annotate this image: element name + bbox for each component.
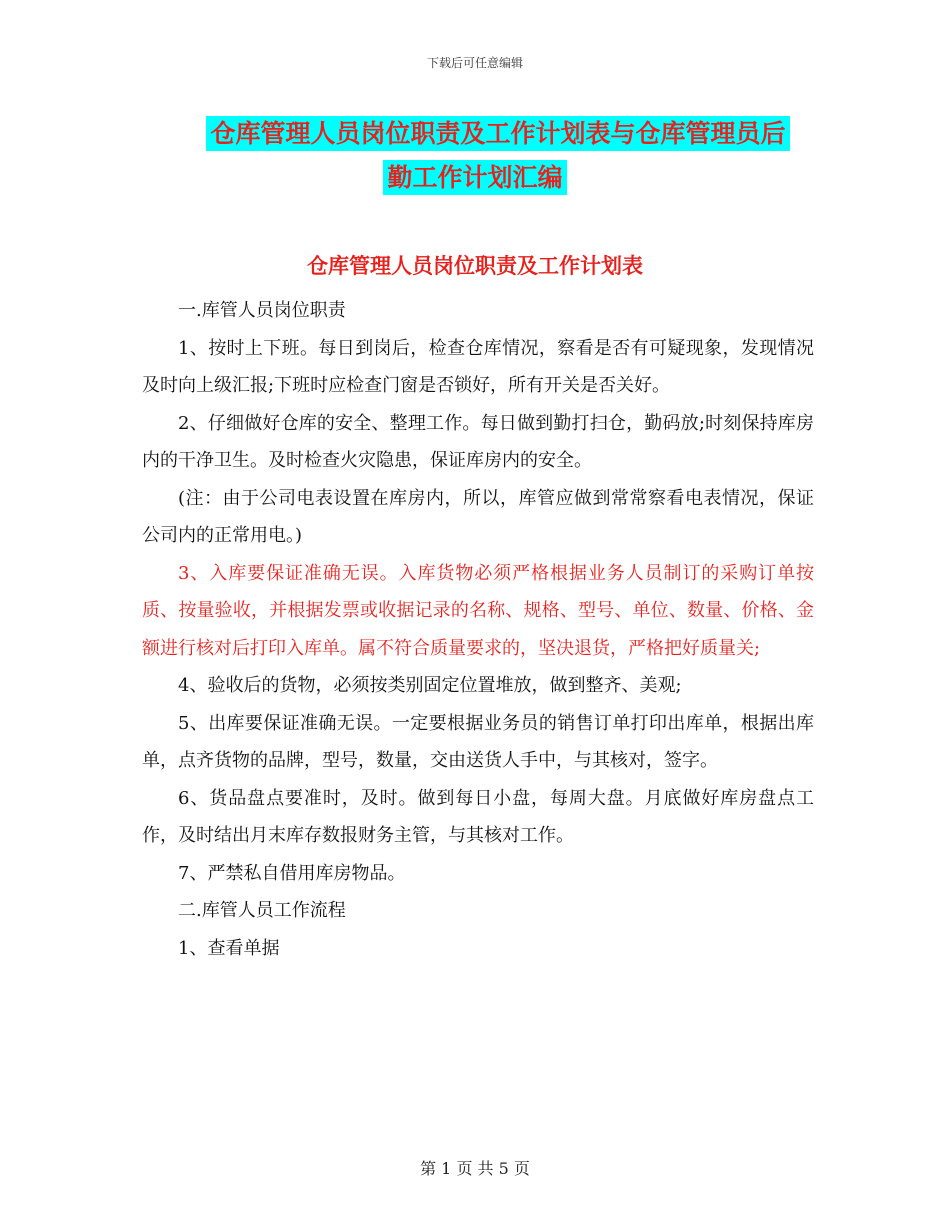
paragraph-4: 4、验收后的货物，必须按类别固定位置堆放，做到整齐、美观; xyxy=(178,675,682,696)
section-title: 仓库管理人员岗位职责及工作计划表 xyxy=(307,254,643,278)
document-title-line-1 xyxy=(23,114,950,150)
paragraph-1: 1、按时上下班。每日到岗后，检查仓库情况，察看是否有可疑现象，发现情况及时向上级汇报;下班时应检查门窗是否锁好，所有开关是否关好。 xyxy=(142,337,814,396)
heading-duties: 一.库管人员岗位职责 xyxy=(178,300,346,321)
document-title-line-2 xyxy=(0,158,950,194)
paragraph-note: (注：由于公司电表设置在库房内，所以，库管应做到常常察看电表情况，保证公司内的正常用电。) xyxy=(142,487,814,546)
paragraph-check-documents: 1、查看单据 xyxy=(178,937,280,959)
title-highlight-2: 勤工作计划汇编 xyxy=(383,160,566,195)
paragraph-7: 7、严禁私自借用库房物品。 xyxy=(178,862,406,884)
heading-workflow: 二.库管人员工作流程 xyxy=(178,900,346,921)
paragraph-2: 2、仔细做好仓库的安全、整理工作。每日做到勤打扫仓，勤码放;时刻保持库房内的干净卫生。及时检查火灾隐患，保证库房内的安全。 xyxy=(142,412,814,471)
header-note: 下载后可任意编辑 xyxy=(426,56,523,70)
title-highlight-1: 仓库管理人员岗位职责及工作计划表与仓库管理员后 xyxy=(206,116,789,151)
page-footer: 第 1 页 共 5 页 xyxy=(420,1159,530,1178)
paragraph-3: 3、入库要保证准确无误。入库货物必须严格根据业务人员制订的采购订单按质、按量验收，并根据发票或收据记录的名称、规格、型号、单位、数量、价格、金额进行核对后打印入库单。属不符合质量要求的，坚决退货，严格把好质量关; xyxy=(142,562,814,659)
document-body xyxy=(142,292,814,967)
paragraph-6: 6、货品盘点要准时，及时。做到每日小盘，每周大盘。月底做好库房盘点工作，及时结出月末库存数报财务主管，与其核对工作。 xyxy=(142,787,814,846)
paragraph-5: 5、出库要保证准确无误。一定要根据业务员的销售订单打印出库单，根据出库单，点齐货物的品牌，型号，数量，交由送货人手中，与其核对，签字。 xyxy=(142,712,814,771)
